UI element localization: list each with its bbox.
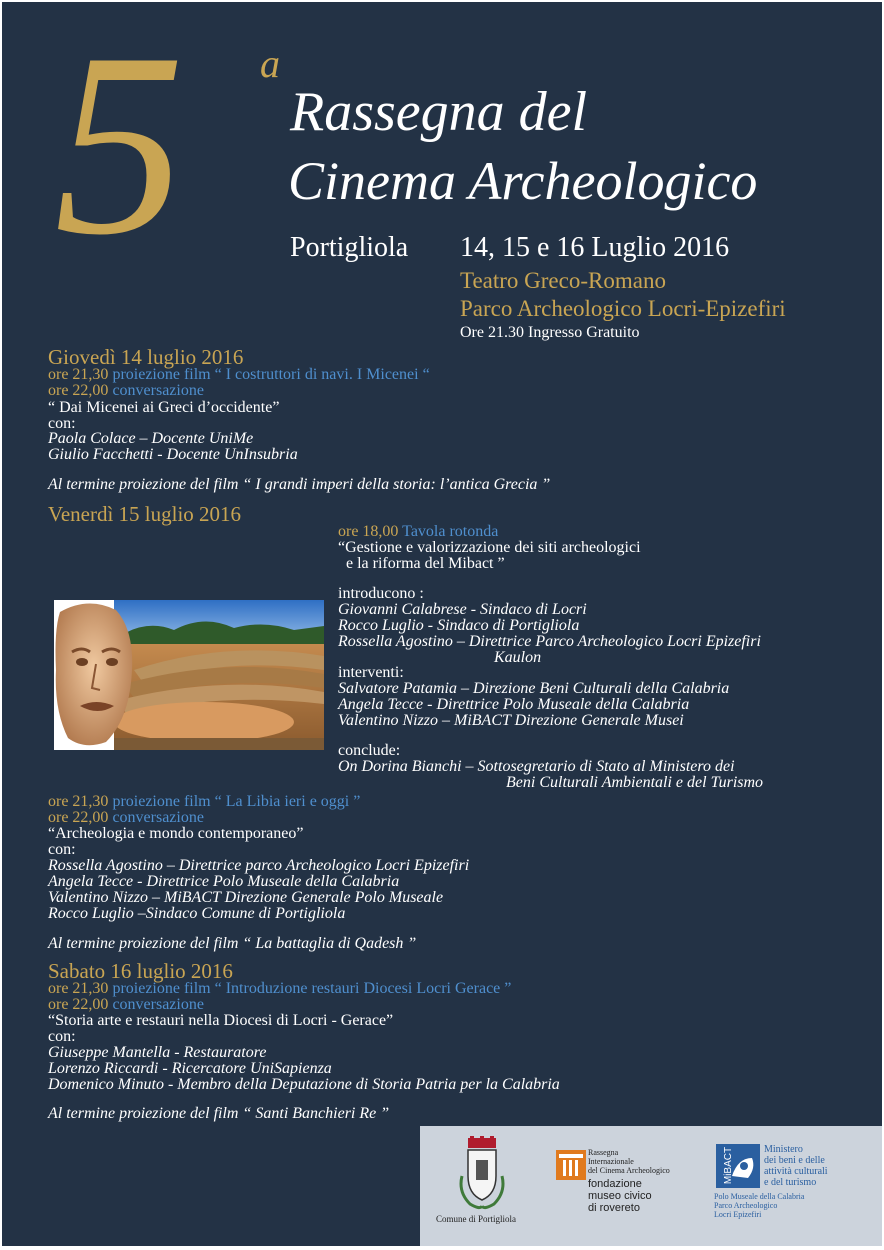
day3-talk-title: “Storia arte e restauri nella Diocesi di Locri - Gerace” — [48, 1012, 394, 1029]
day3-speaker: Lorenzo Riccardi - Ricercatore UniSapienza — [48, 1060, 332, 1077]
theatre-photo-drawing — [54, 600, 324, 750]
day3-speaker: Giuseppe Mantella - Restauratore — [48, 1044, 267, 1061]
rassegna-line: Internazionale — [588, 1157, 634, 1166]
festival-dates: 14, 15 e 16 Luglio 2016 — [460, 232, 730, 263]
day2-talk — [48, 810, 204, 826]
day2-round-title: “Gestione e valorizzazione dei siti archeologici — [338, 539, 641, 556]
rassegna-column-icon — [556, 1150, 586, 1180]
day2-talk-title: “Archeologia e mondo contemporaneo” — [48, 825, 304, 842]
day3-film-label: proiezione film “ Introduzione restauri Diocesi Locri Gerace ” — [112, 980, 512, 997]
venue-line-2: Parco Archeologico Locri-Epizefiri — [460, 296, 786, 321]
day2-speaker: Valentino Nizzo – MiBACT Direzione Generale Polo Museale — [48, 889, 444, 906]
day1-speaker: Paola Colace – Docente UniMe — [48, 430, 254, 447]
venue-line-1: Teatro Greco-Romano — [460, 268, 666, 293]
day3-talk-label: conversazione — [112, 996, 204, 1013]
day2-intro-cont: Kaulon — [494, 649, 542, 666]
entry-info: Ore 21.30 Ingresso Gratuito — [460, 324, 640, 341]
day2-round-title: e la riforma del Mibact ” — [346, 555, 505, 572]
day2-intro: Giovanni Calabrese - Sindaco di Locri — [338, 601, 587, 618]
ministero-line: e del turismo — [764, 1177, 817, 1188]
title-line-2: Cinema Archeologico — [288, 151, 758, 211]
day2-closing: Al termine proiezione del film “ La battaglia di Qadesh ” — [48, 935, 417, 952]
day2-film — [48, 794, 360, 810]
mibact-logo — [716, 1144, 760, 1188]
edition-ordinal: a — [260, 41, 280, 86]
day2-speaker: Angela Tecce - Direttrice Polo Museale della Calabria — [48, 873, 400, 890]
day1-speaker: Giulio Facchetti - Docente UnInsubria — [48, 446, 298, 463]
fondazione-line: museo civico — [588, 1190, 652, 1202]
day2-intervento: Salvatore Patamia – Direzione Beni Culturali della Calabria — [338, 680, 730, 697]
day1-film-label: proiezione film “ I costruttori di navi. I Micenei “ — [112, 366, 430, 383]
day2-conclude-cont: Beni Culturali Ambientali e del Turismo — [506, 774, 764, 791]
rassegna-line: Rassegna — [588, 1148, 619, 1157]
day3-closing: Al termine proiezione del film “ Santi Banchieri Re ” — [48, 1105, 390, 1122]
day2-speaker: Rossella Agostino – Direttrice parco Archeologico Locri Epizefiri — [48, 857, 470, 874]
day2-intervento: Valentino Nizzo – MiBACT Direzione Generale Musei — [338, 712, 684, 729]
day2-conclude: On Dorina Bianchi – Sottosegretario di Stato al Ministero dei — [338, 758, 735, 775]
day2-round-time: ore 18,00 — [338, 523, 399, 540]
day2-with: con: — [48, 841, 76, 858]
day1-talk-label: conversazione — [112, 382, 204, 399]
title-line-1: Rassegna del — [290, 81, 588, 143]
day1-talk-title: “ Dai Micenei ai Greci d’occidente” — [48, 399, 280, 416]
day1-talk-time: ore 22,00 — [48, 382, 109, 399]
day2-talk-time: ore 22,00 — [48, 809, 109, 826]
ministero-line: Ministero — [764, 1144, 803, 1155]
day1-talk — [48, 383, 204, 399]
day2-intro: Rocco Luglio - Sindaco di Portigliola — [338, 617, 580, 634]
rassegna-line: del Cinema Archeologico — [588, 1166, 670, 1175]
day2-intro: Rossella Agostino – Direttrice Parco Archeologico Locri Epizefiri — [338, 633, 761, 650]
place: Portigliola — [290, 232, 409, 263]
sponsor-logos — [420, 1126, 882, 1246]
day2-round — [338, 524, 498, 540]
mibact-mark: MiBACT — [723, 1146, 735, 1185]
day1-film — [48, 367, 430, 383]
day1-closing: Al termine proiezione del film “ I grandi imperi della storia: l’antica Grecia ” — [48, 476, 551, 493]
day3-film — [48, 981, 511, 997]
day3-talk-time: ore 22,00 — [48, 996, 109, 1013]
theatre-photo — [54, 600, 324, 750]
day3-speaker: Domenico Minuto - Membro della Deputazione di Storia Patria per la Calabria — [48, 1076, 560, 1093]
day2-round-label: Tavola rotonda — [402, 523, 499, 540]
day3-film-time: ore 21,30 — [48, 980, 109, 997]
day2-intervento: Angela Tecce - Direttrice Polo Museale della Calabria — [338, 696, 690, 713]
day2-film-label: proiezione film “ La Libia ieri e oggi ” — [112, 793, 361, 810]
day3-with: con: — [48, 1028, 76, 1045]
portigliola-crest-icon — [458, 1136, 506, 1210]
day1-with: con: — [48, 415, 76, 432]
mibact-emblem-icon — [728, 1152, 758, 1182]
day2-heading: Venerdì 15 luglio 2016 — [48, 502, 242, 526]
comune-label: Comune di Portigliola — [436, 1214, 516, 1224]
polo-line: Locri Epizefiri — [714, 1210, 762, 1219]
day2-conclude-label: conclude: — [338, 742, 401, 759]
ministero-line: attività culturali — [764, 1166, 828, 1177]
edition-number: 5 — [54, 2, 181, 289]
polo-line: Polo Museale della Calabria — [714, 1192, 805, 1201]
fondazione-line: di rovereto — [588, 1202, 640, 1214]
day1-film-time: ore 21,30 — [48, 366, 109, 383]
day1-heading: Giovedì 14 luglio 2016 — [48, 345, 244, 369]
day2-intro-label: introducono : — [338, 585, 424, 602]
day2-speaker: Rocco Luglio –Sindaco Comune di Portigliola — [48, 905, 346, 922]
day2-interventi-label: interventi: — [338, 664, 404, 681]
day3-talk — [48, 997, 204, 1013]
day2-talk-label: conversazione — [112, 809, 204, 826]
ministero-line: dei beni e delle — [764, 1155, 825, 1166]
poster — [2, 2, 882, 1246]
day3-heading: Sabato 16 luglio 2016 — [48, 959, 233, 983]
day2-film-time: ore 21,30 — [48, 793, 109, 810]
fondazione-line: fondazione — [588, 1178, 642, 1190]
polo-line: Parco Archeologico — [714, 1201, 778, 1210]
